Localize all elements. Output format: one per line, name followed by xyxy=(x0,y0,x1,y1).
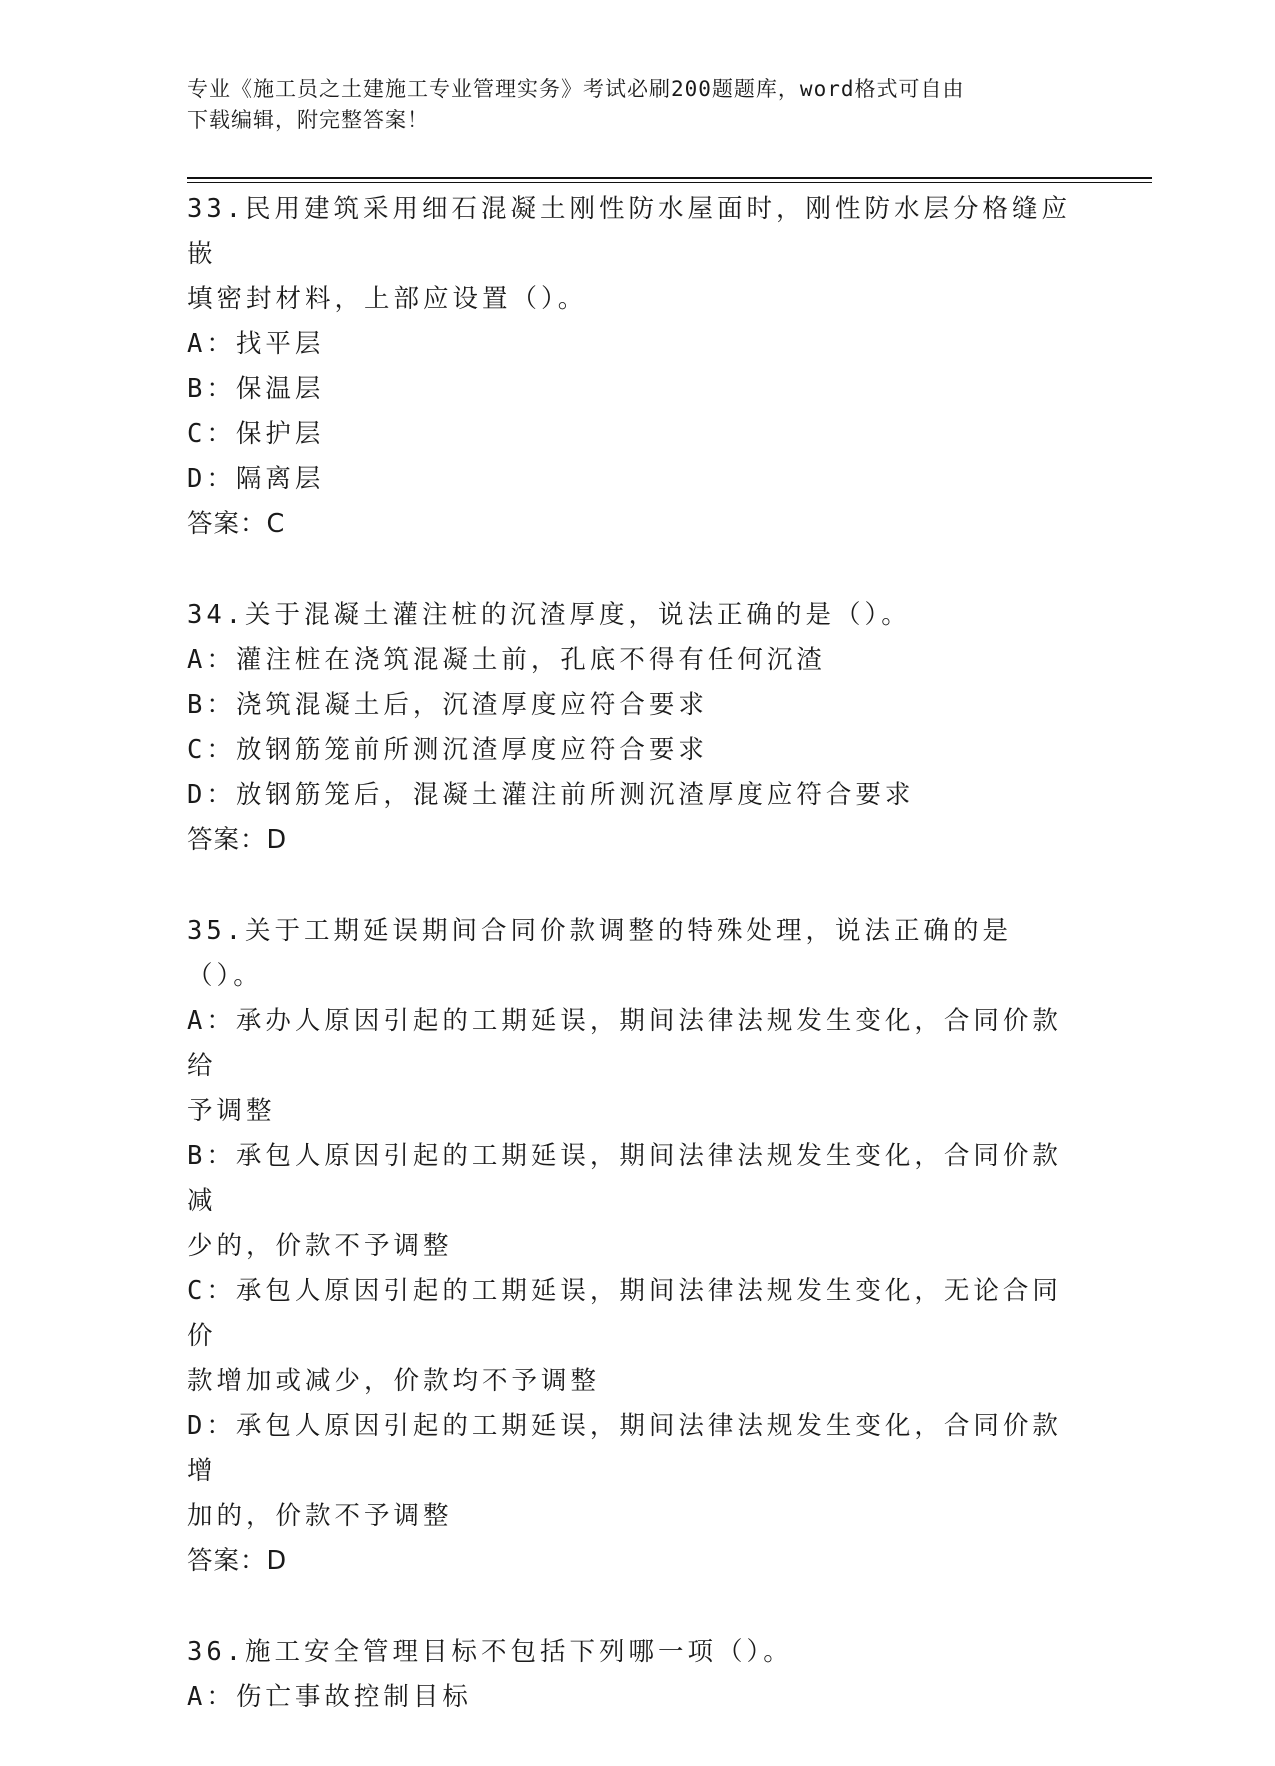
option-a: A：找平层 xyxy=(187,329,325,359)
option-c: C：承包人原因引起的工期延误，期间法律法规发生变化，无论合同价 xyxy=(187,1276,1062,1351)
option-c-continued: 款增加或减少，价款均不予调整 xyxy=(187,1366,601,1396)
option-d: D：隔离层 xyxy=(187,464,325,494)
option-d: D：承包人原因引起的工期延误，期间法律法规发生变化，合同价款增 xyxy=(187,1411,1062,1486)
question-stem: 35.关于工期延误期间合同价款调整的特殊处理，说法正确的是（）。 xyxy=(187,916,1013,991)
option-b: B：承包人原因引起的工期延误，期间法律法规发生变化，合同价款减 xyxy=(187,1141,1062,1216)
document-header xyxy=(187,74,1067,136)
option-b: B：保温层 xyxy=(187,374,325,404)
question-36 xyxy=(187,1630,1077,1720)
question-list xyxy=(187,187,1077,1766)
option-c: C：保护层 xyxy=(187,419,325,449)
header-line-2: 下载编辑，附完整答案！ xyxy=(187,108,429,132)
question-33 xyxy=(187,187,1077,547)
answer-line: 答案：D xyxy=(187,1546,288,1576)
option-b: B：浇筑混凝土后，沉渣厚度应符合要求 xyxy=(187,690,708,720)
header-line-1: 专业《施工员之土建施工专业管理实务》考试必刷200题题库，word格式可自由 xyxy=(187,77,965,101)
question-stem: 填密封材料，上部应设置（）。 xyxy=(187,284,588,314)
option-d-continued: 加的，价款不予调整 xyxy=(187,1501,453,1531)
header-divider-thin xyxy=(187,182,1152,183)
option-d: D：放钢筋笼后，混凝土灌注前所测沉渣厚度应符合要求 xyxy=(187,780,915,810)
question-stem: 36.施工安全管理目标不包括下列哪一项（）。 xyxy=(187,1637,793,1667)
question-35 xyxy=(187,909,1077,1584)
option-b-continued: 少的，价款不予调整 xyxy=(187,1231,453,1261)
option-a-continued: 予调整 xyxy=(187,1096,276,1126)
option-c: C：放钢筋笼前所测沉渣厚度应符合要求 xyxy=(187,735,708,765)
answer-line: 答案：D xyxy=(187,825,288,855)
question-stem: 33.民用建筑采用细石混凝土刚性防水屋面时，刚性防水层分格缝应嵌 xyxy=(187,194,1072,269)
header-divider-thick xyxy=(187,177,1152,179)
option-a: A：承办人原因引起的工期延误，期间法律法规发生变化，合同价款给 xyxy=(187,1006,1062,1081)
question-34 xyxy=(187,593,1077,863)
answer-line: 答案：C xyxy=(187,509,286,539)
question-stem: 34.关于混凝土灌注桩的沉渣厚度，说法正确的是（）。 xyxy=(187,600,911,630)
option-a: A：灌注桩在浇筑混凝土前，孔底不得有任何沉渣 xyxy=(187,645,826,675)
option-a: A：伤亡事故控制目标 xyxy=(187,1682,472,1712)
